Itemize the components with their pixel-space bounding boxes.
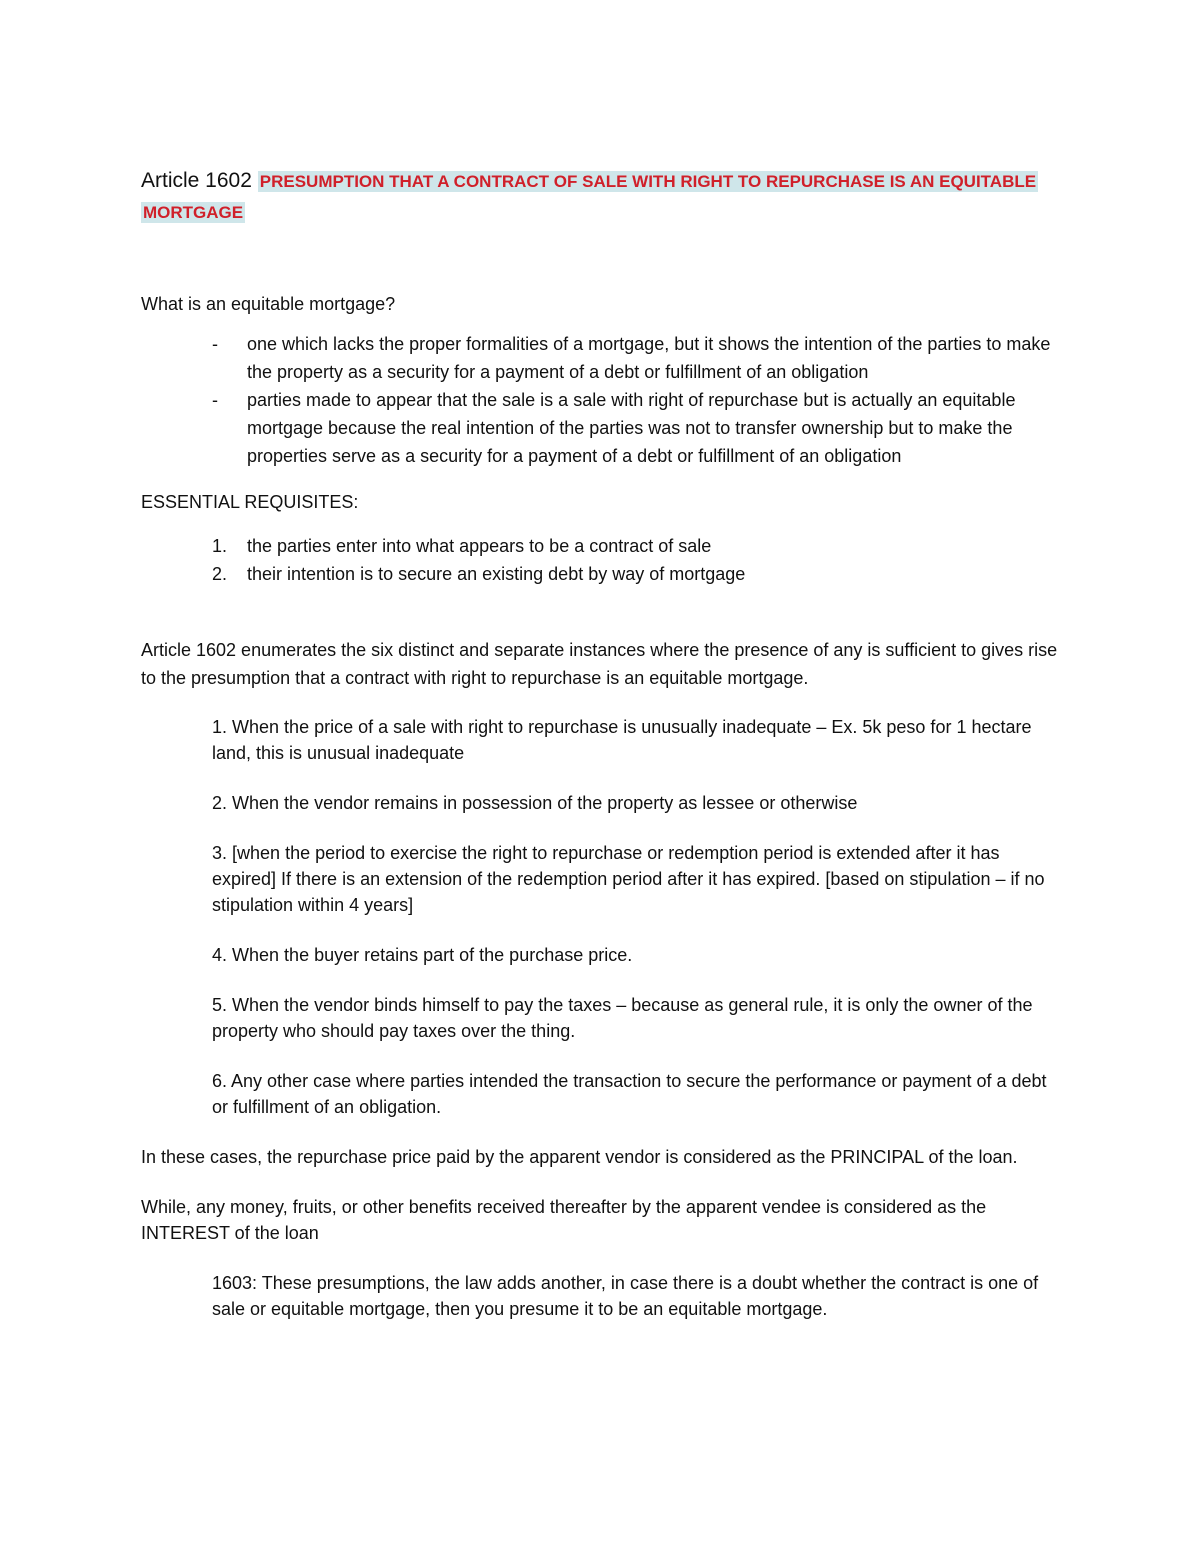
instance-item [212, 840, 1061, 918]
instance-item [212, 992, 1061, 1044]
article-heading-highlighted: PRESUMPTION THAT A CONTRACT OF SALE WITH RIGHT TO REPURCHASE IS AN EQUITABLE MORTGAGE [143, 172, 1037, 222]
question-line: What is an equitable mortgage? [141, 294, 396, 314]
instance-item [212, 790, 1061, 816]
instance-text: When the buyer retains part of the purchase price. [232, 945, 633, 965]
requisite-number: 1. [212, 536, 228, 556]
instances-list [141, 714, 1061, 1120]
requisite-number: 2. [212, 564, 228, 584]
instance-text: [when the period to exercise the right to repurchase or redemption period is extended after it has expired] If there is an extension of the redemption period after it has expired. [based on stipulation – if no stipulation within 4 years] [212, 843, 1045, 915]
document-body [141, 166, 1061, 1322]
definition-list [141, 330, 1061, 470]
requisite-text: their intention is to secure an existing debt by way of mortgage [247, 564, 746, 584]
definition-item [141, 330, 1061, 386]
instance-number: 1. [212, 717, 228, 737]
instance-item [212, 714, 1061, 766]
principal-paragraph: In these cases, the repurchase price paid by the apparent vendor is considered as the PRINCIPAL of the loan. [141, 1147, 1018, 1167]
definition-item [141, 386, 1061, 470]
enumerates-paragraph: Article 1602 enumerates the six distinct and separate instances where the presence of any is sufficient to gives rise to the presumption that a contract with right to repurchase is an equitable mortgage. [141, 640, 1058, 688]
requisite-text: the parties enter into what appears to be a contract of sale [247, 536, 712, 556]
interest-paragraph: While, any money, fruits, or other benefits received thereafter by the apparent vendee is considered as the INTEREST of the loan [141, 1197, 987, 1243]
requisite-item [141, 532, 1061, 560]
article-title [141, 166, 1061, 228]
definition-text: one which lacks the proper formalities of a mortgage, but it shows the intention of the parties to make the property as a security for a payment of a debt or fulfillment of an obligation [247, 334, 1051, 382]
instance-text: When the vendor binds himself to pay the taxes – because as general rule, it is only the owner of the property who should pay taxes over the thing. [212, 995, 1033, 1041]
instance-text: Any other case where parties intended the transaction to secure the performance or payment of a debt or fulfillment of an obligation. [212, 1071, 1047, 1117]
requisites-heading: ESSENTIAL REQUISITES: [141, 492, 359, 512]
requisite-item [141, 560, 1061, 588]
definition-text: parties made to appear that the sale is a sale with right of repurchase but is actually an equitable mortgage because the real intention of the parties was not to transfer ownership but to make the properties serve as a security for a payment of a debt or fulfillment of an obligation [247, 390, 1016, 466]
instance-item [212, 942, 1061, 968]
instance-number: 2. [212, 793, 228, 813]
article-1603-paragraph: 1603: These presumptions, the law adds another, in case there is a doubt whether the contract is one of sale or equitable mortgage, then you presume it to be an equitable mortgage. [212, 1273, 1039, 1319]
instance-item [212, 1068, 1061, 1120]
instance-text: When the vendor remains in possession of the property as lessee or otherwise [232, 793, 858, 813]
instance-number: 6. [212, 1071, 228, 1091]
dash-bullet: - [212, 390, 218, 410]
instance-number: 5. [212, 995, 228, 1015]
instance-number: 4. [212, 945, 228, 965]
article-number: Article 1602 [141, 169, 252, 192]
dash-bullet: - [212, 334, 218, 354]
instance-text: When the price of a sale with right to repurchase is unusually inadequate – Ex. 5k peso for 1 hectare land, this is unusual inadequate [212, 717, 1032, 763]
requisites-list [141, 532, 1061, 588]
instance-number: 3. [212, 843, 228, 863]
